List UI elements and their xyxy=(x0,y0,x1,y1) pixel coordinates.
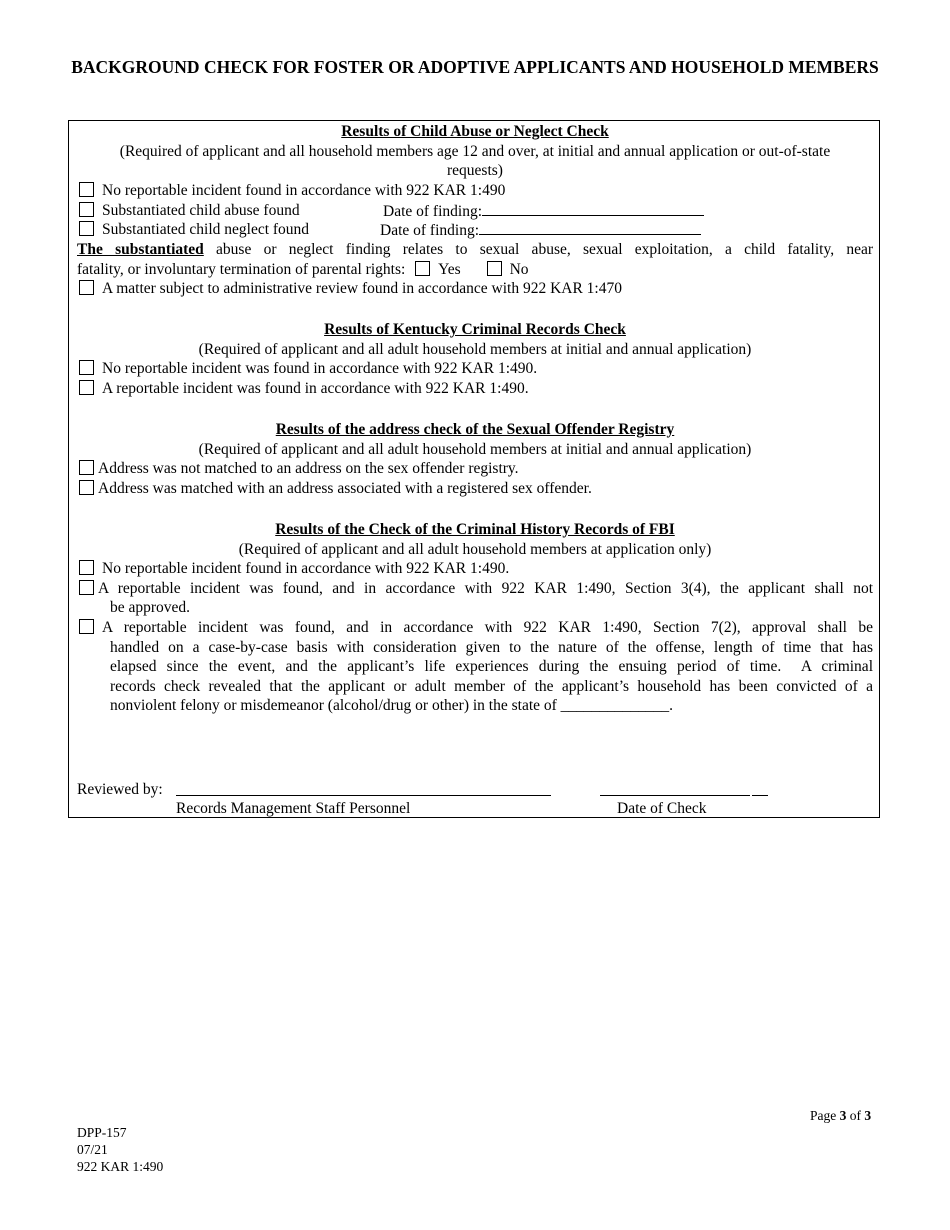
checkbox[interactable] xyxy=(79,360,94,375)
paragraph-line: records check revealed that the applicant or adult member of the applicant’s household has been convicted of a xyxy=(110,678,873,695)
option-fbi-not-approved-cont: be approved. xyxy=(110,599,191,616)
page-title: BACKGROUND CHECK FOR FOSTER OR ADOPTIVE APPLICANTS AND HOUSEHOLD MEMBERS xyxy=(71,57,879,77)
section-heading-kentucky-criminal: Results of Kentucky Criminal Records Check xyxy=(324,321,626,338)
option-address-not-matched xyxy=(79,459,519,479)
checkbox[interactable] xyxy=(79,182,94,197)
section-note: (Required of applicant and all adult household members at application only) xyxy=(238,541,712,558)
paragraph-text: abuse or neglect finding relates to sexual abuse, sexual exploitation, a child fatality, near xyxy=(216,241,873,258)
emphasis-text: The substantiated xyxy=(77,241,204,258)
page-total: 3 xyxy=(864,1108,872,1123)
section-note: (Required of applicant and all household members age 12 and over, at initial and annual application or out-of-state xyxy=(119,143,831,160)
paragraph-line: handled on a case-by-case basis with consideration given to the nature of the offense, length of time that has xyxy=(110,639,873,656)
page-prefix: Page xyxy=(810,1108,837,1123)
paragraph-line: nonviolent felony or misdemeanor (alcohol/drug or other) in the state of ______________. xyxy=(110,697,674,714)
option-substantiated-neglect xyxy=(79,220,309,240)
option-label: Substantiated child neglect found xyxy=(102,221,310,238)
date-label: Date of finding: xyxy=(380,222,480,239)
option-label: Address was matched with an address associated with a registered sex offender. xyxy=(98,480,592,497)
option-label: A reportable incident was found, and in accordance with 922 KAR 1:490, Section 3(4), the applicant shall not xyxy=(98,580,873,597)
form-number: DPP-157 xyxy=(77,1125,127,1140)
reviewed-by-label: Reviewed by: xyxy=(77,781,163,798)
option-fbi-case-by-case xyxy=(79,618,873,638)
page-number xyxy=(810,1108,871,1124)
option-address-matched xyxy=(79,479,592,499)
option-label: A matter subject to administrative review found in accordance with 922 KAR 1:470 xyxy=(102,280,622,297)
date-line-tail xyxy=(752,780,768,796)
section-note: (Required of applicant and all adult household members at initial and annual application) xyxy=(198,441,752,458)
checkbox[interactable] xyxy=(79,380,94,395)
neglect-date-of-finding xyxy=(380,220,701,241)
reviewer-signature-field[interactable] xyxy=(176,780,551,796)
option-ky-no-incident xyxy=(79,359,537,379)
yes-checkbox[interactable] xyxy=(415,261,430,276)
date-label: Date of finding: xyxy=(383,203,483,220)
checkbox[interactable] xyxy=(79,280,94,295)
substantiated-paragraph-line2 xyxy=(77,260,529,280)
no-checkbox[interactable] xyxy=(487,261,502,276)
option-substantiated-abuse xyxy=(79,201,300,221)
yes-label: Yes xyxy=(438,261,461,278)
option-label: Address was not matched to an address on the sex offender registry. xyxy=(98,460,519,477)
page-of: of xyxy=(849,1108,861,1123)
no-label: No xyxy=(509,261,529,278)
checkbox[interactable] xyxy=(79,480,94,495)
option-label: No reportable incident found in accordance with 922 KAR 1:490 xyxy=(102,182,506,199)
paragraph-line: elapsed since the event, and the applicant’s life experiences during the ensuing period of time. A criminal xyxy=(110,658,873,675)
option-label: A reportable incident was found, and in accordance with 922 KAR 1:490, Section 7(2), approval shall be xyxy=(102,619,873,636)
option-label: Substantiated child abuse found xyxy=(102,202,300,219)
option-label: No reportable incident was found in accordance with 922 KAR 1:490. xyxy=(102,360,538,377)
option-label: A reportable incident was found in accordance with 922 KAR 1:490. xyxy=(102,380,529,397)
checkbox[interactable] xyxy=(79,619,94,634)
form-revision: 07/21 xyxy=(77,1142,108,1157)
section-heading-fbi: Results of the Check of the Criminal History Records of FBI xyxy=(275,521,675,538)
abuse-date-of-finding xyxy=(383,201,704,222)
checkbox[interactable] xyxy=(79,560,94,575)
section-heading-sex-offender: Results of the address check of the Sexual Offender Registry xyxy=(275,421,675,438)
option-administrative-review xyxy=(79,279,622,299)
checkbox[interactable] xyxy=(79,460,94,475)
checkbox[interactable] xyxy=(79,580,94,595)
section-heading-child-abuse: Results of Child Abuse or Neglect Check xyxy=(341,123,609,140)
date-field[interactable] xyxy=(479,220,701,235)
section-note: (Required of applicant and all adult household members at initial and annual application) xyxy=(198,341,752,358)
date-of-check-field[interactable] xyxy=(600,780,750,796)
option-ky-incident xyxy=(79,379,529,399)
option-fbi-no-incident xyxy=(79,559,509,579)
option-label: No reportable incident found in accordance with 922 KAR 1:490. xyxy=(102,560,510,577)
date-field[interactable] xyxy=(482,201,704,216)
background-check-form xyxy=(68,120,880,818)
form-regulation: 922 KAR 1:490 xyxy=(77,1159,164,1174)
substantiated-paragraph-line1 xyxy=(77,240,873,260)
paragraph-text: fatality, or involuntary termination of parental rights: xyxy=(77,261,406,278)
page-current: 3 xyxy=(839,1108,847,1123)
staff-label: Records Management Staff Personnel xyxy=(176,800,411,817)
date-of-check-label: Date of Check xyxy=(617,800,707,817)
option-fbi-not-approved xyxy=(79,579,873,599)
checkbox[interactable] xyxy=(79,202,94,217)
option-no-reportable-incident xyxy=(79,181,505,201)
checkbox[interactable] xyxy=(79,221,94,236)
section-note-cont: requests) xyxy=(447,162,503,179)
